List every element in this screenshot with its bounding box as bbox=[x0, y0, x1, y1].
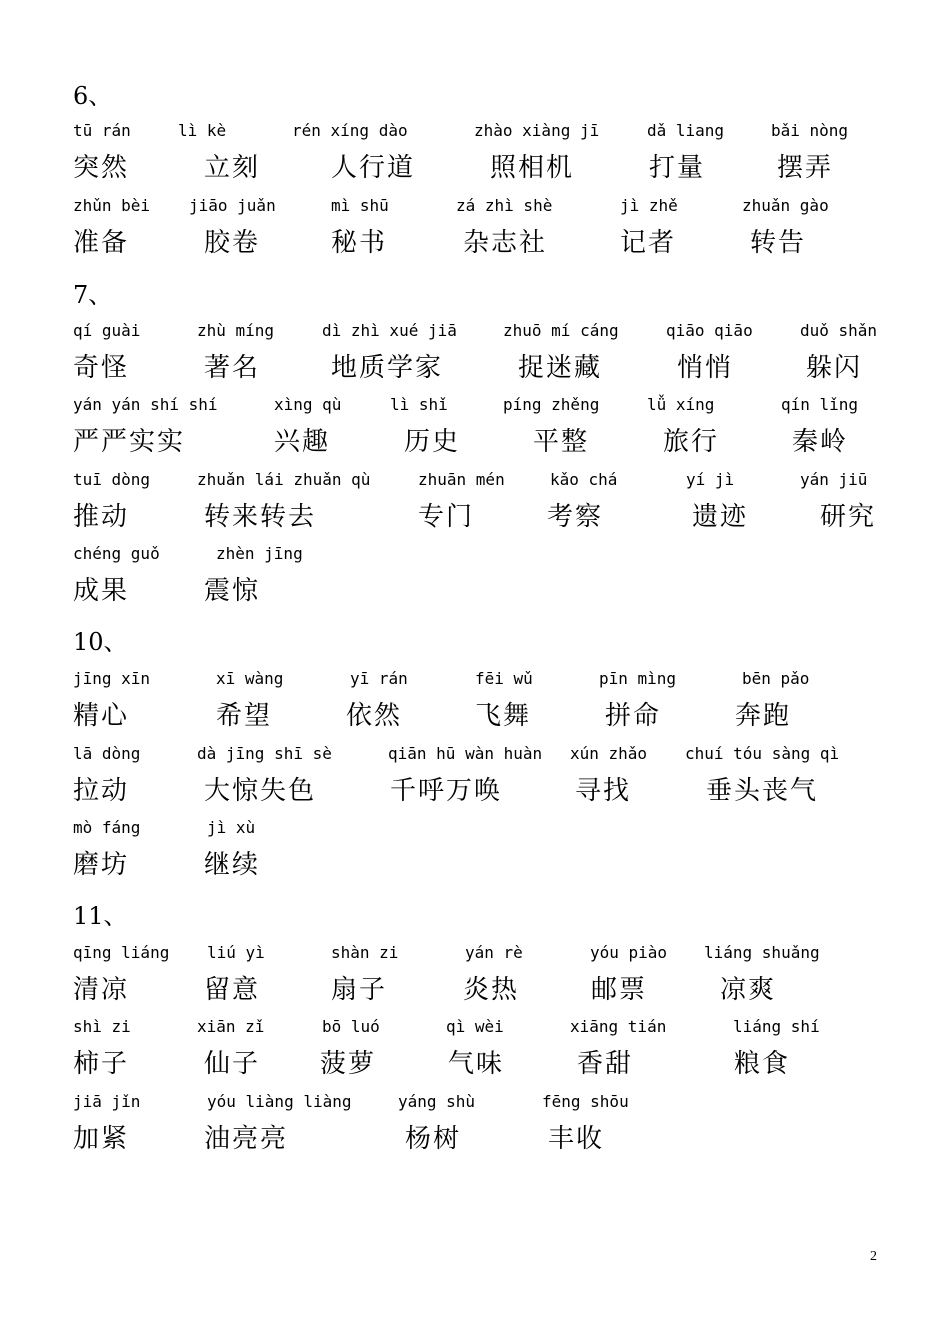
section-number: 6、 bbox=[73, 82, 113, 110]
chinese-word: 严严实实 bbox=[73, 427, 186, 457]
chinese-word: 扇子 bbox=[331, 975, 388, 1005]
chinese-word: 拉动 bbox=[73, 776, 130, 806]
chinese-word: 捉迷藏 bbox=[518, 353, 603, 383]
pinyin-text: mò fáng bbox=[73, 818, 141, 837]
chinese-word: 飞舞 bbox=[475, 701, 532, 731]
chinese-word: 人行道 bbox=[331, 153, 416, 183]
chinese-word: 立刻 bbox=[204, 153, 261, 183]
pinyin-text: jiāo juǎn bbox=[189, 196, 276, 215]
chinese-word: 磨坊 bbox=[73, 850, 130, 880]
pinyin-text: zhuǎn lái zhuǎn qù bbox=[197, 470, 371, 489]
pinyin-text: qiān hū wàn huàn bbox=[388, 744, 543, 763]
chinese-word: 著名 bbox=[204, 353, 261, 383]
chinese-word: 大惊失色 bbox=[204, 776, 317, 806]
pinyin-text: píng zhěng bbox=[503, 395, 600, 414]
chinese-word: 摆弄 bbox=[777, 153, 834, 183]
chinese-word: 油亮亮 bbox=[204, 1124, 289, 1154]
pinyin-text: xiāng tián bbox=[570, 1017, 667, 1036]
chinese-word: 凉爽 bbox=[720, 975, 777, 1005]
chinese-word: 清凉 bbox=[73, 975, 130, 1005]
pinyin-text: fēi wǔ bbox=[475, 669, 533, 688]
pinyin-text: lì shǐ bbox=[390, 395, 448, 414]
page-number: 2 bbox=[870, 1249, 877, 1264]
chinese-word: 转来转去 bbox=[204, 502, 317, 532]
pinyin-text: duǒ shǎn bbox=[800, 321, 878, 340]
chinese-word: 研究 bbox=[820, 502, 877, 532]
pinyin-text: pīn mìng bbox=[599, 669, 677, 688]
pinyin-text: zhù míng bbox=[197, 321, 275, 340]
chinese-word: 精心 bbox=[73, 701, 130, 731]
chinese-word: 香甜 bbox=[577, 1049, 634, 1079]
chinese-word: 杨树 bbox=[405, 1124, 462, 1154]
chinese-word: 垂头丧气 bbox=[706, 776, 819, 806]
pinyin-text: xiān zǐ bbox=[197, 1017, 265, 1036]
pinyin-text: shàn zi bbox=[331, 943, 399, 962]
pinyin-text: liáng shuǎng bbox=[704, 943, 820, 962]
pinyin-text: jiā jǐn bbox=[73, 1092, 141, 1111]
chinese-word: 成果 bbox=[73, 576, 130, 606]
pinyin-text: dà jīng shī sè bbox=[197, 744, 332, 763]
chinese-word: 寻找 bbox=[575, 776, 632, 806]
pinyin-text: zhèn jīng bbox=[216, 544, 303, 563]
pinyin-text: jì zhě bbox=[620, 196, 678, 215]
section-number: 7、 bbox=[73, 281, 113, 309]
chinese-word: 炎热 bbox=[463, 975, 520, 1005]
pinyin-text: rén xíng dào bbox=[292, 121, 408, 140]
pinyin-text: yóu piào bbox=[590, 943, 668, 962]
chinese-word: 平整 bbox=[533, 427, 590, 457]
chinese-word: 打量 bbox=[649, 153, 706, 183]
pinyin-text: xún zhǎo bbox=[570, 744, 648, 763]
chinese-word: 推动 bbox=[73, 502, 130, 532]
chinese-word: 记者 bbox=[620, 228, 677, 258]
pinyin-text: qì wèi bbox=[446, 1017, 504, 1036]
chinese-word: 拼命 bbox=[605, 701, 662, 731]
pinyin-text: jīng xīn bbox=[73, 669, 151, 688]
pinyin-text: tuī dòng bbox=[73, 470, 151, 489]
chinese-word: 考察 bbox=[547, 502, 604, 532]
pinyin-text: qí guài bbox=[73, 321, 141, 340]
chinese-word: 兴趣 bbox=[274, 427, 331, 457]
pinyin-text: chuí tóu sàng qì bbox=[685, 744, 840, 763]
pinyin-text: liú yì bbox=[207, 943, 265, 962]
section-number: 11、 bbox=[73, 902, 128, 930]
pinyin-text: bēn pǎo bbox=[742, 669, 810, 688]
pinyin-text: lā dòng bbox=[73, 744, 141, 763]
chinese-word: 照相机 bbox=[490, 153, 575, 183]
pinyin-text: jì xù bbox=[207, 818, 256, 837]
chinese-word: 粮食 bbox=[734, 1049, 791, 1079]
chinese-word: 继续 bbox=[204, 850, 261, 880]
chinese-word: 留意 bbox=[204, 975, 261, 1005]
pinyin-text: qīng liáng bbox=[73, 943, 170, 962]
chinese-word: 秦岭 bbox=[792, 427, 849, 457]
chinese-word: 准备 bbox=[73, 228, 130, 258]
pinyin-text: bō luó bbox=[322, 1017, 380, 1036]
chinese-word: 邮票 bbox=[591, 975, 648, 1005]
pinyin-text: bǎi nòng bbox=[771, 121, 849, 140]
pinyin-text: zá zhì shè bbox=[456, 196, 553, 215]
chinese-word: 奔跑 bbox=[735, 701, 792, 731]
chinese-word: 秘书 bbox=[331, 228, 388, 258]
pinyin-text: zhào xiàng jī bbox=[474, 121, 600, 140]
pinyin-text: qiāo qiāo bbox=[666, 321, 753, 340]
chinese-word: 胶卷 bbox=[204, 228, 261, 258]
pinyin-text: xī wàng bbox=[216, 669, 284, 688]
pinyin-text: zhuǎn gào bbox=[742, 196, 829, 215]
pinyin-text: zhǔn bèi bbox=[73, 196, 151, 215]
pinyin-text: fēng shōu bbox=[542, 1092, 629, 1111]
chinese-word: 柿子 bbox=[73, 1049, 130, 1079]
chinese-word: 杂志社 bbox=[463, 228, 548, 258]
chinese-word: 气味 bbox=[448, 1049, 505, 1079]
pinyin-text: mì shū bbox=[331, 196, 389, 215]
pinyin-text: yán rè bbox=[465, 943, 523, 962]
chinese-word: 悄悄 bbox=[677, 353, 734, 383]
pinyin-text: kǎo chá bbox=[550, 470, 618, 489]
pinyin-text: yī rán bbox=[350, 669, 408, 688]
chinese-word: 地质学家 bbox=[331, 353, 444, 383]
pinyin-text: yí jì bbox=[686, 470, 735, 489]
pinyin-text: yán jiū bbox=[800, 470, 868, 489]
chinese-word: 突然 bbox=[73, 153, 130, 183]
pinyin-text: lǚ xíng bbox=[647, 395, 715, 414]
chinese-word: 转告 bbox=[750, 228, 807, 258]
chinese-word: 依然 bbox=[346, 701, 403, 731]
chinese-word: 旅行 bbox=[663, 427, 720, 457]
chinese-word: 千呼万唤 bbox=[390, 776, 503, 806]
chinese-word: 仙子 bbox=[204, 1049, 261, 1079]
section-number: 10、 bbox=[73, 628, 128, 656]
chinese-word: 专门 bbox=[418, 502, 475, 532]
pinyin-text: zhuān mén bbox=[418, 470, 505, 489]
chinese-word: 加紧 bbox=[73, 1124, 130, 1154]
pinyin-text: zhuō mí cáng bbox=[503, 321, 619, 340]
chinese-word: 奇怪 bbox=[73, 353, 130, 383]
pinyin-text: chéng guǒ bbox=[73, 544, 160, 563]
pinyin-text: dì zhì xué jiā bbox=[322, 321, 457, 340]
pinyin-text: dǎ liang bbox=[647, 121, 725, 140]
pinyin-text: xìng qù bbox=[274, 395, 342, 414]
pinyin-text: tū rán bbox=[73, 121, 131, 140]
pinyin-text: qín lǐng bbox=[781, 395, 859, 414]
pinyin-text: yán yán shí shí bbox=[73, 395, 218, 414]
chinese-word: 震惊 bbox=[204, 576, 261, 606]
chinese-word: 希望 bbox=[216, 701, 273, 731]
chinese-word: 菠萝 bbox=[320, 1049, 377, 1079]
pinyin-text: lì kè bbox=[178, 121, 227, 140]
pinyin-text: shì zi bbox=[73, 1017, 131, 1036]
pinyin-text: yóu liàng liàng bbox=[207, 1092, 352, 1111]
chinese-word: 遗迹 bbox=[692, 502, 749, 532]
pinyin-text: liáng shí bbox=[733, 1017, 820, 1036]
chinese-word: 丰收 bbox=[548, 1124, 605, 1154]
chinese-word: 历史 bbox=[404, 427, 461, 457]
chinese-word: 躲闪 bbox=[806, 353, 863, 383]
pinyin-text: yáng shù bbox=[398, 1092, 476, 1111]
